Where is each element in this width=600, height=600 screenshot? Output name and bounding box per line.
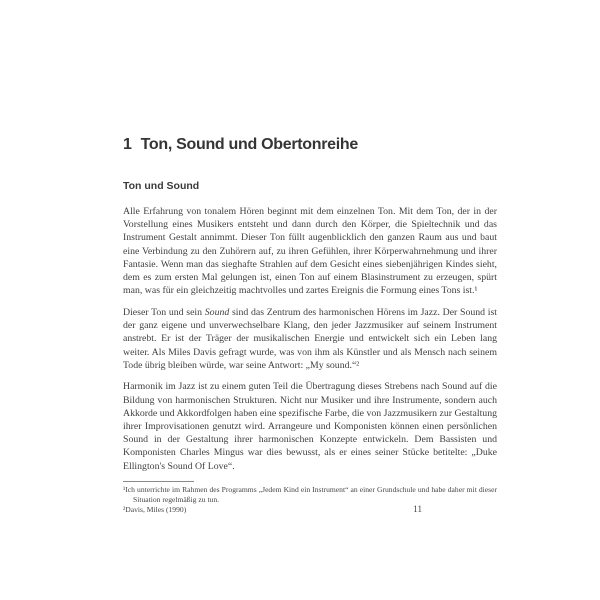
paragraph-text: sind das Zentrum des harmonischen Hörens im Jazz. Der Sound ist der ganz eigene und unverwechselbare Klang, den jeder Jazzmusiker auf seinem Instrument anstrebt. Er ist der Träger der musikalischen Energie und entwickelt sich ein Leben lang weiter. Als Miles Davis gefragt wurde, was von ihm als Künstler und als Mensch nach seinem Tode übrig bleiben würde, war seine Antwort: „My sound.“² <box>123 306 498 371</box>
footnote: ¹Ich unterrichte im Rahmen des Programms „Jedem Kind ein Instrument“ an einer Grundschule und habe daher mit dieser Situation regelmäßig zu tun. <box>123 485 497 504</box>
chapter-number: 1 <box>123 136 132 153</box>
paragraph <box>123 306 497 372</box>
chapter-title: Ton, Sound und Obertonreihe <box>140 136 358 153</box>
footnote-separator-rule <box>123 481 194 482</box>
paragraph-text: Dieser Ton und sein <box>123 306 205 318</box>
section-heading: Ton und Sound <box>123 180 200 192</box>
paragraph: Harmonik im Jazz ist zu einem guten Teil die Übertragung dieses Strebens nach Sound auf die Bildung von harmonischen Strukturen. Nicht nur Musiker und ihre Instrumente, sondern auch Akkorde und Akkordfolgen haben eine spezifische Farbe, die von Jazzmusikern zur Gestaltung ihrer Improvisationen genutzt wird. Arrangeure und Komponisten können einen persönlichen Sound in der Gestaltung ihrer harmonischen Konzepte entwickeln. Dem Bassisten und Komponisten Charles Mingus war dies bewusst, als er eines seiner Stücke betitelte: „Duke Ellington's Sound Of Love“. <box>123 381 497 472</box>
chapter-heading <box>123 136 497 154</box>
paragraph: Alle Erfahrung von tonalem Hören beginnt mit dem einzelnen Ton. Mit dem Ton, der in der Vorstellung eines Musikers entsteht und dann durch den Körper, die Spieltechnik und das Instrument Gestalt annimmt. Dieser Ton füllt augenblicklich den ganzen Raum aus und baut eine Verbindung zu den Zuhörern auf, zu ihren Gefühlen, ihrer Körperwahrnehmung und ihrer Fantasie. Wenn man das sieghafte Strahlen auf dem Gesicht eines siebenjährigen Kindes sieht, dem es zum ersten Mal gelungen ist, einen Ton auf einem Blasinstrument zu erzeugen, spürt man, was für ein gleichzeitig machtvolles und zartes Ereignis die Formung eines Tons ist.¹ <box>123 206 497 297</box>
footnote: ²Davis, Miles (1990) <box>123 504 187 514</box>
footnote-block <box>123 481 497 514</box>
page-number: 11 <box>413 505 423 515</box>
page-text-block <box>123 136 497 514</box>
paragraph-italic-word: Sound <box>204 306 230 318</box>
